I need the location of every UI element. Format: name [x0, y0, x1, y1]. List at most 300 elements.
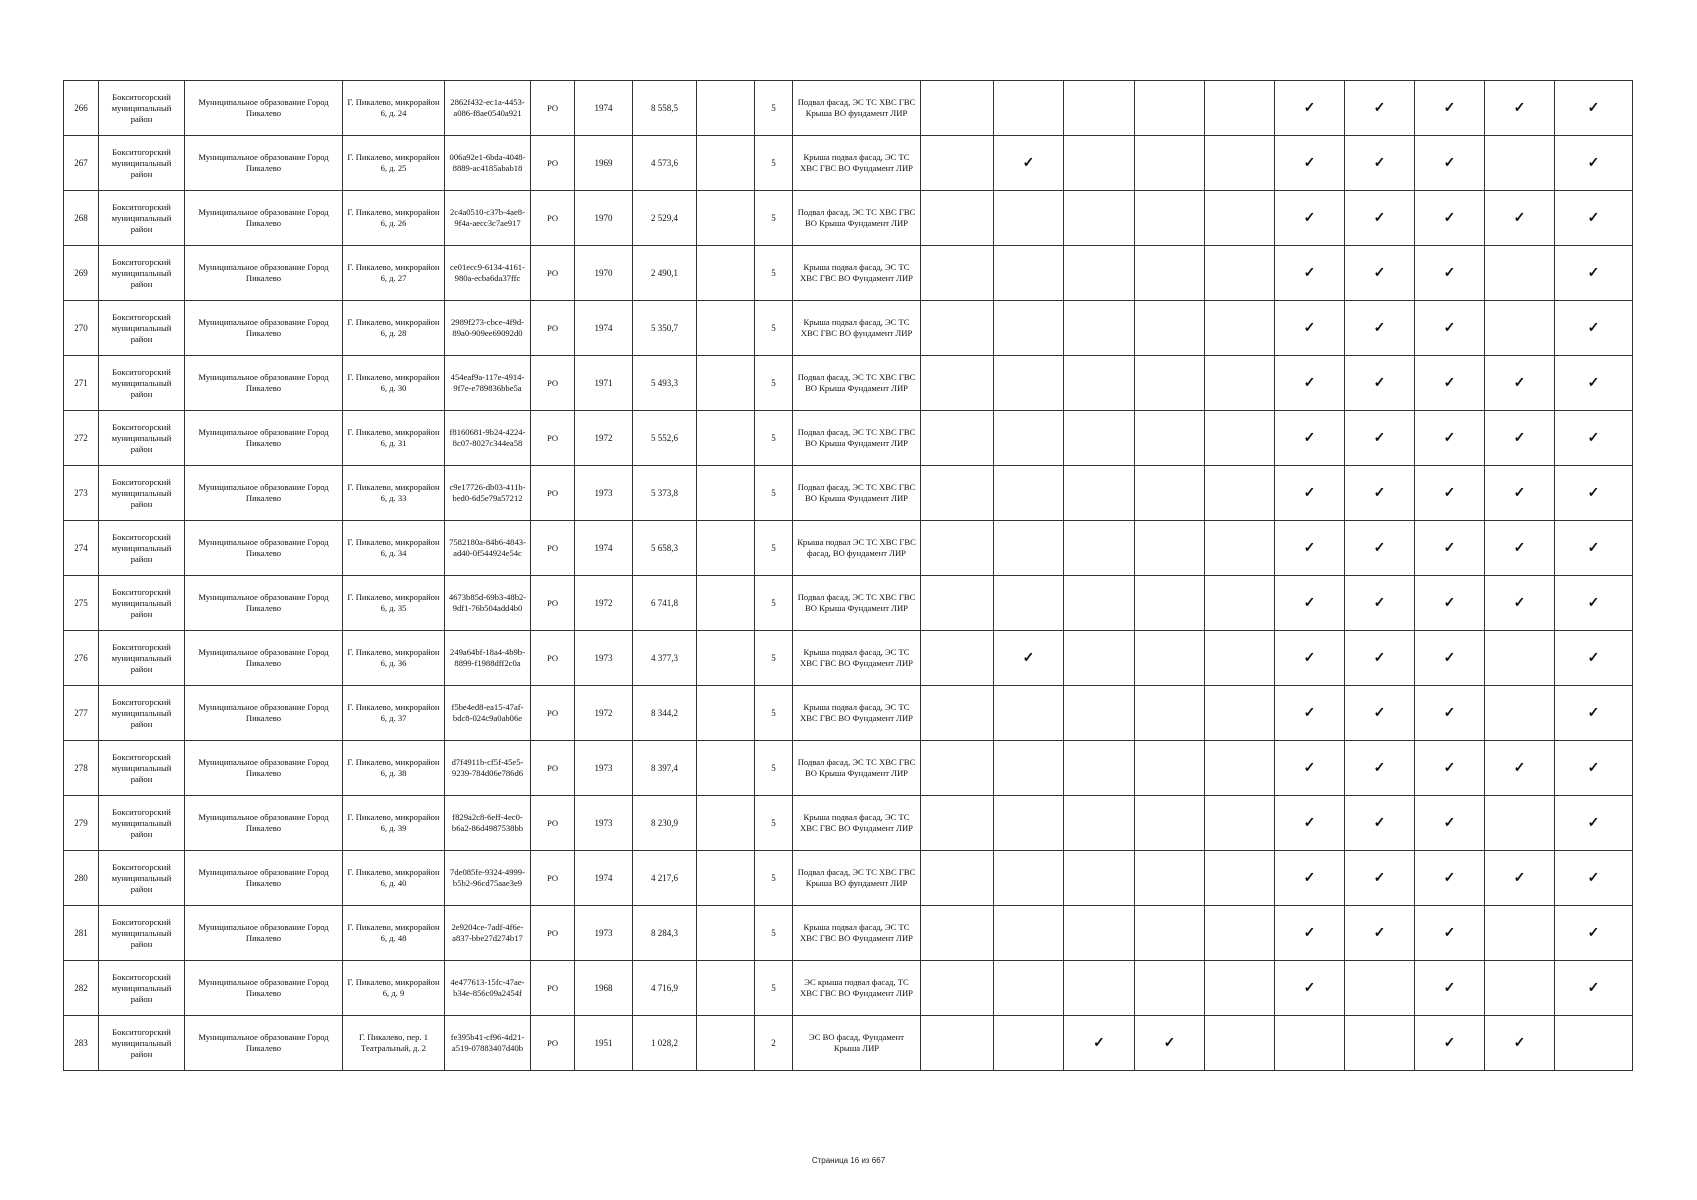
check-mark-icon: ✓	[1443, 1035, 1456, 1051]
check-mark-icon: ✓	[1373, 375, 1386, 391]
check-mark-icon: ✓	[1443, 815, 1456, 831]
check-cell	[1064, 961, 1135, 1016]
check-cell	[1345, 246, 1415, 301]
check-mark-icon: ✓	[1443, 100, 1456, 116]
check-mark-icon: ✓	[1443, 870, 1456, 886]
check-mark-icon: ✓	[1587, 210, 1600, 226]
works-cell: Подвал фасад, ЭС ТС ХВС ГВС ВО Крыша Фундамент ЛИР	[793, 411, 921, 466]
table-row	[64, 466, 1633, 521]
row-number-cell: 272	[64, 411, 99, 466]
check-mark-icon: ✓	[1443, 430, 1456, 446]
check-mark-icon: ✓	[1373, 155, 1386, 171]
year-cell: 1973	[575, 466, 633, 521]
check-mark-icon: ✓	[1587, 320, 1600, 336]
check-cell	[1345, 411, 1415, 466]
district-cell: Бокситогорский муниципальный район	[99, 741, 185, 796]
check-mark-icon: ✓	[1373, 650, 1386, 666]
floors-cell: 5	[755, 521, 793, 576]
check-mark-icon: ✓	[1303, 980, 1316, 996]
check-cell	[1415, 1016, 1485, 1071]
area-cell: 2 490,1	[633, 246, 697, 301]
fund-type-cell: РО	[531, 466, 575, 521]
municipality-cell: Муниципальное образование Город Пикалево	[185, 191, 343, 246]
check-cell	[1555, 741, 1633, 796]
check-cell	[1485, 796, 1555, 851]
municipality-cell: Муниципальное образование Город Пикалево	[185, 81, 343, 136]
check-mark-icon: ✓	[1303, 430, 1316, 446]
table-row	[64, 301, 1633, 356]
check-cell	[1345, 136, 1415, 191]
fund-type-cell: РО	[531, 961, 575, 1016]
floors-cell: 5	[755, 851, 793, 906]
check-cell	[1135, 301, 1205, 356]
check-cell	[1064, 81, 1135, 136]
registry-table	[63, 80, 1633, 1071]
row-number-cell: 283	[64, 1016, 99, 1071]
check-cell	[1135, 81, 1205, 136]
check-cell	[1415, 906, 1485, 961]
check-cell	[1345, 576, 1415, 631]
check-cell	[921, 81, 994, 136]
check-cell	[1345, 466, 1415, 521]
address-cell: Г. Пикалево, микрорайон 6, д. 35	[343, 576, 445, 631]
check-cell	[1064, 246, 1135, 301]
works-cell: ЭС ВО фасад, Фундамент Крыша ЛИР	[793, 1016, 921, 1071]
area-cell: 4 573,6	[633, 136, 697, 191]
check-mark-icon: ✓	[1443, 155, 1456, 171]
fund-type-cell: РО	[531, 631, 575, 686]
table-row	[64, 81, 1633, 136]
floors-cell: 5	[755, 81, 793, 136]
check-mark-icon: ✓	[1303, 540, 1316, 556]
check-cell	[994, 411, 1064, 466]
municipality-cell: Муниципальное образование Город Пикалево	[185, 851, 343, 906]
works-cell: Крыша подвал фасад, ЭС ТС ХВС ГВС ВО Фундамент ЛИР	[793, 686, 921, 741]
check-cell	[1345, 301, 1415, 356]
check-cell	[1275, 246, 1345, 301]
check-cell	[1275, 686, 1345, 741]
works-cell: Подвал фасад, ЭС ТС ХВС ГВС Крыша ВО фундамент ЛИР	[793, 81, 921, 136]
check-mark-icon: ✓	[1373, 485, 1386, 501]
empty-cell	[697, 411, 755, 466]
district-cell: Бокситогорский муниципальный район	[99, 301, 185, 356]
check-cell	[994, 686, 1064, 741]
check-cell	[1415, 851, 1485, 906]
check-cell	[1275, 576, 1345, 631]
empty-cell	[697, 1016, 755, 1071]
check-mark-icon: ✓	[1303, 485, 1316, 501]
area-cell: 5 493,3	[633, 356, 697, 411]
check-mark-icon: ✓	[1373, 100, 1386, 116]
check-mark-icon: ✓	[1513, 100, 1526, 116]
check-mark-icon: ✓	[1443, 375, 1456, 391]
check-mark-icon: ✓	[1303, 815, 1316, 831]
district-cell: Бокситогорский муниципальный район	[99, 466, 185, 521]
check-cell	[994, 576, 1064, 631]
check-cell	[1135, 191, 1205, 246]
district-cell: Бокситогорский муниципальный район	[99, 1016, 185, 1071]
table-row	[64, 136, 1633, 191]
empty-cell	[697, 906, 755, 961]
check-mark-icon: ✓	[1303, 925, 1316, 941]
row-number-cell: 268	[64, 191, 99, 246]
check-mark-icon: ✓	[1303, 320, 1316, 336]
address-cell: Г. Пикалево, микрорайон 6, д. 48	[343, 906, 445, 961]
check-cell	[994, 136, 1064, 191]
check-cell	[1205, 136, 1275, 191]
area-cell: 8 397,4	[633, 741, 697, 796]
check-cell	[921, 136, 994, 191]
address-cell: Г. Пикалево, микрорайон 6, д. 26	[343, 191, 445, 246]
guid-cell: 2c4a0510-c37b-4ae8-9f4a-aecc3c7ae917	[445, 191, 531, 246]
check-cell	[1275, 906, 1345, 961]
floors-cell: 5	[755, 301, 793, 356]
year-cell: 1970	[575, 246, 633, 301]
check-cell	[1555, 851, 1633, 906]
check-cell	[994, 191, 1064, 246]
check-cell	[1135, 631, 1205, 686]
table-row	[64, 191, 1633, 246]
district-cell: Бокситогорский муниципальный район	[99, 686, 185, 741]
check-mark-icon: ✓	[1093, 1035, 1105, 1051]
district-cell: Бокситогорский муниципальный район	[99, 191, 185, 246]
check-mark-icon: ✓	[1373, 595, 1386, 611]
year-cell: 1951	[575, 1016, 633, 1071]
check-cell	[1345, 631, 1415, 686]
check-mark-icon: ✓	[1513, 760, 1526, 776]
fund-type-cell: РО	[531, 576, 575, 631]
guid-cell: fe395b41-cf96-4d21-a519-07883407d40b	[445, 1016, 531, 1071]
check-mark-icon: ✓	[1443, 210, 1456, 226]
address-cell: Г. Пикалево, микрорайон 6, д. 34	[343, 521, 445, 576]
address-cell: Г. Пикалево, микрорайон 6, д. 40	[343, 851, 445, 906]
address-cell: Г. Пикалево, микрорайон 6, д. 25	[343, 136, 445, 191]
guid-cell: 2989f273-cbce-4f9d-89a0-909ee69092d0	[445, 301, 531, 356]
floors-cell: 5	[755, 631, 793, 686]
check-mark-icon: ✓	[1443, 540, 1456, 556]
fund-type-cell: РО	[531, 686, 575, 741]
year-cell: 1970	[575, 191, 633, 246]
fund-type-cell: РО	[531, 1016, 575, 1071]
municipality-cell: Муниципальное образование Город Пикалево	[185, 411, 343, 466]
district-cell: Бокситогорский муниципальный район	[99, 81, 185, 136]
check-cell	[1555, 796, 1633, 851]
check-mark-icon: ✓	[1443, 485, 1456, 501]
municipality-cell: Муниципальное образование Город Пикалево	[185, 1016, 343, 1071]
row-number-cell: 277	[64, 686, 99, 741]
works-cell: Крыша подвал ЭС ТС ХВС ГВС фасад, ВО фундамент ЛИР	[793, 521, 921, 576]
check-cell	[1555, 246, 1633, 301]
district-cell: Бокситогорский муниципальный район	[99, 961, 185, 1016]
row-number-cell: 266	[64, 81, 99, 136]
check-cell	[1485, 521, 1555, 576]
district-cell: Бокситогорский муниципальный район	[99, 521, 185, 576]
empty-cell	[697, 81, 755, 136]
check-cell	[1135, 686, 1205, 741]
area-cell: 5 350,7	[633, 301, 697, 356]
check-mark-icon: ✓	[1513, 870, 1526, 886]
check-cell	[1064, 191, 1135, 246]
guid-cell: d7f4911b-cf5f-45e5-9239-784d06e786d6	[445, 741, 531, 796]
check-cell	[1064, 741, 1135, 796]
check-mark-icon: ✓	[1513, 375, 1526, 391]
table-row	[64, 796, 1633, 851]
check-mark-icon: ✓	[1587, 595, 1600, 611]
check-cell	[1064, 576, 1135, 631]
check-mark-icon: ✓	[1587, 100, 1600, 116]
table-row	[64, 741, 1633, 796]
district-cell: Бокситогорский муниципальный район	[99, 631, 185, 686]
check-cell	[1205, 81, 1275, 136]
municipality-cell: Муниципальное образование Город Пикалево	[185, 301, 343, 356]
check-cell	[1415, 466, 1485, 521]
table-row	[64, 631, 1633, 686]
check-cell	[1205, 741, 1275, 796]
check-mark-icon: ✓	[1303, 650, 1316, 666]
row-number-cell: 279	[64, 796, 99, 851]
works-cell: Крыша подвал фасад, ЭС ТС ХВС ГВС ВО Фундамент ЛИР	[793, 906, 921, 961]
check-cell	[1275, 631, 1345, 686]
area-cell: 2 529,4	[633, 191, 697, 246]
check-cell	[1415, 796, 1485, 851]
check-cell	[1135, 851, 1205, 906]
check-cell	[994, 81, 1064, 136]
address-cell: Г. Пикалево, микрорайон 6, д. 31	[343, 411, 445, 466]
floors-cell: 5	[755, 686, 793, 741]
floors-cell: 5	[755, 246, 793, 301]
check-cell	[921, 411, 994, 466]
check-cell	[1064, 906, 1135, 961]
check-cell	[1485, 851, 1555, 906]
check-mark-icon: ✓	[1587, 760, 1600, 776]
check-mark-icon: ✓	[1373, 705, 1386, 721]
check-mark-icon: ✓	[1513, 430, 1526, 446]
check-cell	[994, 631, 1064, 686]
empty-cell	[697, 521, 755, 576]
floors-cell: 5	[755, 796, 793, 851]
address-cell: Г. Пикалево, микрорайон 6, д. 37	[343, 686, 445, 741]
fund-type-cell: РО	[531, 411, 575, 466]
empty-cell	[697, 191, 755, 246]
floors-cell: 5	[755, 576, 793, 631]
check-cell	[1064, 521, 1135, 576]
check-cell	[1555, 356, 1633, 411]
check-cell	[1415, 961, 1485, 1016]
floors-cell: 5	[755, 741, 793, 796]
check-cell	[921, 576, 994, 631]
address-cell: Г. Пикалево, микрорайон 6, д. 38	[343, 741, 445, 796]
check-mark-icon: ✓	[1443, 320, 1456, 336]
check-mark-icon: ✓	[1443, 925, 1456, 941]
row-number-cell: 281	[64, 906, 99, 961]
check-cell	[1275, 356, 1345, 411]
table-row	[64, 356, 1633, 411]
empty-cell	[697, 356, 755, 411]
year-cell: 1972	[575, 686, 633, 741]
check-mark-icon: ✓	[1513, 1035, 1526, 1051]
table-row	[64, 851, 1633, 906]
check-cell	[1485, 191, 1555, 246]
check-cell	[1205, 686, 1275, 741]
empty-cell	[697, 301, 755, 356]
row-number-cell: 269	[64, 246, 99, 301]
check-mark-icon: ✓	[1373, 870, 1386, 886]
check-cell	[1555, 81, 1633, 136]
check-cell	[1275, 796, 1345, 851]
check-cell	[1275, 81, 1345, 136]
empty-cell	[697, 686, 755, 741]
check-cell	[1485, 81, 1555, 136]
check-cell	[1415, 246, 1485, 301]
check-cell	[1275, 411, 1345, 466]
check-cell	[1135, 741, 1205, 796]
check-cell	[1275, 136, 1345, 191]
table-row	[64, 906, 1633, 961]
check-mark-icon: ✓	[1443, 980, 1456, 996]
check-cell	[1135, 356, 1205, 411]
check-cell	[1135, 136, 1205, 191]
guid-cell: f5be4ed8-ea15-47af-bdc8-024c9a0ab06e	[445, 686, 531, 741]
floors-cell: 5	[755, 191, 793, 246]
check-cell	[994, 246, 1064, 301]
check-cell	[1415, 741, 1485, 796]
guid-cell: 249a64bf-18a4-4b9b-8899-f1988dff2c0a	[445, 631, 531, 686]
area-cell: 1 028,2	[633, 1016, 697, 1071]
check-cell	[994, 741, 1064, 796]
check-cell	[1415, 301, 1485, 356]
address-cell: Г. Пикалево, микрорайон 6, д. 36	[343, 631, 445, 686]
row-number-cell: 280	[64, 851, 99, 906]
check-cell	[1485, 411, 1555, 466]
address-cell: Г. Пикалево, микрорайон 6, д. 27	[343, 246, 445, 301]
check-cell	[994, 796, 1064, 851]
municipality-cell: Муниципальное образование Город Пикалево	[185, 906, 343, 961]
works-cell: Крыша подвал фасад, ЭС ТС ХВС ГВС ВО Фундамент ЛИР	[793, 796, 921, 851]
fund-type-cell: РО	[531, 246, 575, 301]
row-number-cell: 275	[64, 576, 99, 631]
check-cell	[1205, 356, 1275, 411]
area-cell: 4 716,9	[633, 961, 697, 1016]
fund-type-cell: РО	[531, 851, 575, 906]
fund-type-cell: РО	[531, 356, 575, 411]
check-cell	[994, 851, 1064, 906]
check-cell	[921, 631, 994, 686]
check-cell	[1345, 906, 1415, 961]
check-mark-icon: ✓	[1022, 155, 1035, 171]
check-cell	[921, 796, 994, 851]
check-cell	[1415, 356, 1485, 411]
check-cell	[1135, 466, 1205, 521]
district-cell: Бокситогорский муниципальный район	[99, 246, 185, 301]
check-cell	[1345, 796, 1415, 851]
empty-cell	[697, 796, 755, 851]
district-cell: Бокситогорский муниципальный район	[99, 411, 185, 466]
municipality-cell: Муниципальное образование Город Пикалево	[185, 521, 343, 576]
check-cell	[1064, 686, 1135, 741]
fund-type-cell: РО	[531, 796, 575, 851]
check-cell	[994, 1016, 1064, 1071]
check-cell	[1555, 686, 1633, 741]
check-cell	[1275, 301, 1345, 356]
check-mark-icon: ✓	[1373, 210, 1386, 226]
check-cell	[1555, 136, 1633, 191]
check-mark-icon: ✓	[1587, 485, 1600, 501]
check-cell	[1135, 1016, 1205, 1071]
row-number-cell: 271	[64, 356, 99, 411]
fund-type-cell: РО	[531, 136, 575, 191]
floors-cell: 5	[755, 356, 793, 411]
check-cell	[1275, 191, 1345, 246]
check-cell	[1555, 521, 1633, 576]
guid-cell: f829a2c8-6eff-4ec0-b6a2-86d4987538bb	[445, 796, 531, 851]
district-cell: Бокситогорский муниципальный район	[99, 136, 185, 191]
check-cell	[1205, 466, 1275, 521]
check-mark-icon: ✓	[1587, 540, 1600, 556]
address-cell: Г. Пикалево, микрорайон 6, д. 33	[343, 466, 445, 521]
check-cell	[1205, 1016, 1275, 1071]
fund-type-cell: РО	[531, 741, 575, 796]
works-cell: Крыша подвал фасад, ЭС ТС ХВС ГВС ВО Фундамент ЛИР	[793, 246, 921, 301]
area-cell: 8 344,2	[633, 686, 697, 741]
address-cell: Г. Пикалево, микрорайон 6, д. 30	[343, 356, 445, 411]
check-cell	[1555, 1016, 1633, 1071]
check-cell	[1555, 961, 1633, 1016]
check-cell	[1485, 466, 1555, 521]
check-cell	[1485, 1016, 1555, 1071]
year-cell: 1972	[575, 576, 633, 631]
check-cell	[1064, 851, 1135, 906]
check-cell	[921, 686, 994, 741]
check-cell	[1135, 796, 1205, 851]
check-mark-icon: ✓	[1303, 705, 1316, 721]
check-cell	[1415, 81, 1485, 136]
floors-cell: 5	[755, 906, 793, 961]
check-cell	[1064, 301, 1135, 356]
check-cell	[1555, 411, 1633, 466]
check-mark-icon: ✓	[1443, 595, 1456, 611]
check-cell	[1345, 741, 1415, 796]
area-cell: 5 373,8	[633, 466, 697, 521]
guid-cell: c9e17726-db03-411b-bed0-6d5e79a57212	[445, 466, 531, 521]
address-cell: Г. Пикалево, микрорайон 6, д. 9	[343, 961, 445, 1016]
check-cell	[1064, 1016, 1135, 1071]
check-cell	[994, 301, 1064, 356]
check-mark-icon: ✓	[1443, 705, 1456, 721]
check-cell	[1205, 906, 1275, 961]
check-cell	[1345, 961, 1415, 1016]
floors-cell: 5	[755, 411, 793, 466]
check-cell	[1064, 631, 1135, 686]
address-cell: Г. Пикалево, микрорайон 6, д. 39	[343, 796, 445, 851]
municipality-cell: Муниципальное образование Город Пикалево	[185, 246, 343, 301]
check-mark-icon: ✓	[1303, 100, 1316, 116]
check-mark-icon: ✓	[1513, 485, 1526, 501]
municipality-cell: Муниципальное образование Город Пикалево	[185, 356, 343, 411]
municipality-cell: Муниципальное образование Город Пикалево	[185, 576, 343, 631]
empty-cell	[697, 466, 755, 521]
check-mark-icon: ✓	[1587, 430, 1600, 446]
year-cell: 1968	[575, 961, 633, 1016]
check-cell	[1205, 851, 1275, 906]
check-cell	[1485, 301, 1555, 356]
works-cell: Крыша подвал фасад, ЭС ТС ХВС ГВС ВО фундамент ЛИР	[793, 301, 921, 356]
area-cell: 8 230,9	[633, 796, 697, 851]
check-cell	[1345, 521, 1415, 576]
check-mark-icon: ✓	[1303, 210, 1316, 226]
check-cell	[1064, 796, 1135, 851]
empty-cell	[697, 851, 755, 906]
municipality-cell: Муниципальное образование Город Пикалево	[185, 686, 343, 741]
